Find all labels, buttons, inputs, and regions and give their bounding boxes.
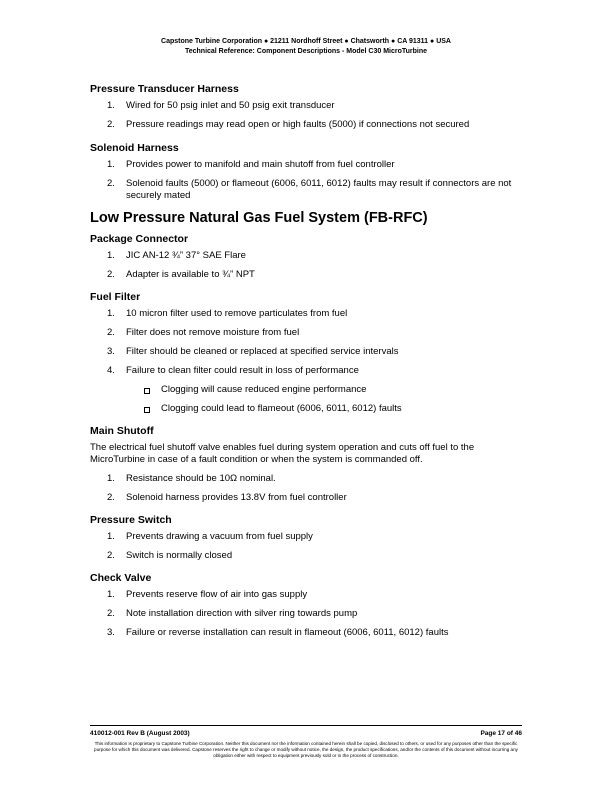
list-item: 2. Adapter is available to ¾” NPT [107,269,255,280]
page-footer [90,725,522,759]
list-item: 1. JIC AN-12 ¾” 37° SAE Flare [107,250,246,261]
main-shutoff-description: The electrical fuel shutoff valve enables fuel during system operation and cuts off fuel to the MicroTurbine in case of a fault condition or when the system is commanded off. [90,442,475,465]
list-item: 2. Solenoid faults (5000) or flameout (6006, 6011, 6012) faults may result if connectors are not securely mated [107,178,512,201]
list-item: 4. Failure to clean filter could result in loss of performance [107,365,359,376]
bullet-item: Clogging could lead to flameout (6006, 6011, 6012) faults [90,403,530,415]
header-company-address: Capstone Turbine Corporation ● 21211 Nordhoff Street ● Chatsworth ● CA 91311 ● USA [161,38,451,45]
section-heading-package-connector: Package Connector [90,233,189,245]
page-content [90,82,530,639]
list-item: 2. Switch is normally closed [107,550,233,561]
header-document-title: Technical Reference: Component Descriptions - Model C30 MicroTurbine [184,48,428,55]
list-item: 3. Filter should be cleaned or replaced at specified service intervals [107,346,399,357]
list-item: 1. 10 micron filter used to remove particulates from fuel [107,308,348,319]
list-item: 1. Resistance should be 10Ω nominal. [107,473,276,484]
list-item: 2. Filter does not remove moisture from fuel [107,327,300,338]
section-heading-check-valve: Check Valve [90,572,152,584]
list-item: 3. Failure or reverse installation can result in flameout (6006, 6011, 6012) faults [107,627,449,638]
section-heading-solenoid-harness: Solenoid Harness [90,142,179,154]
section-heading-pressure-transducer-harness: Pressure Transducer Harness [90,83,239,95]
list-item: 2. Solenoid harness provides 13.8V from fuel controller [107,492,347,503]
list-item: 2. Note installation direction with silver ring towards pump [107,608,358,619]
proprietary-notice: This information is proprietary to Capstone Turbine Corporation. Neither this document nor the information contained herein shall be copied, disclosed to others, or used for any purposes other than the specific purpose for which this document was delivered. Capstone reserves the right to change or modify without notice, the design, the product specifications, and/or the contents of this document without incurring any obligation either with respect to equipment previously sold or in the process of construction. [94,741,518,758]
list-item: 1. Prevents drawing a vacuum from fuel supply [107,531,313,542]
page-header [0,37,612,57]
list-item: 1. Provides power to manifold and main shutoff from fuel controller [107,159,395,170]
section-heading-pressure-switch: Pressure Switch [90,514,172,526]
pressure-switch-list [90,531,530,562]
package-connector-list [90,250,530,281]
pressure-transducer-harness-list [90,100,530,131]
solenoid-harness-list [90,159,530,202]
fuel-filter-sublist [90,384,530,415]
check-valve-list [90,589,530,639]
list-item: 2. Pressure readings may read open or high faults (5000) if connections not secured [107,119,470,130]
page-number: Page 17 of 46 [480,730,522,737]
checkbox-bullet-icon [144,388,150,394]
footer-row [90,729,522,738]
checkbox-bullet-icon [144,407,150,413]
section-heading-fuel-filter: Fuel Filter [90,291,141,303]
document-id: 410012-001 Rev B (August 2003) [90,730,190,737]
bullet-item: Clogging will cause reduced engine performance [90,384,530,396]
list-item: 1. Wired for 50 psig inlet and 50 psig exit transducer [107,100,335,111]
list-item: 1. Prevents reserve flow of air into gas supply [107,589,308,600]
footer-divider [90,725,522,726]
main-shutoff-list [90,473,530,504]
main-section-heading: Low Pressure Natural Gas Fuel System (FB-RFC) [90,210,428,226]
fuel-filter-list [90,308,530,377]
section-heading-main-shutoff: Main Shutoff [90,425,154,437]
